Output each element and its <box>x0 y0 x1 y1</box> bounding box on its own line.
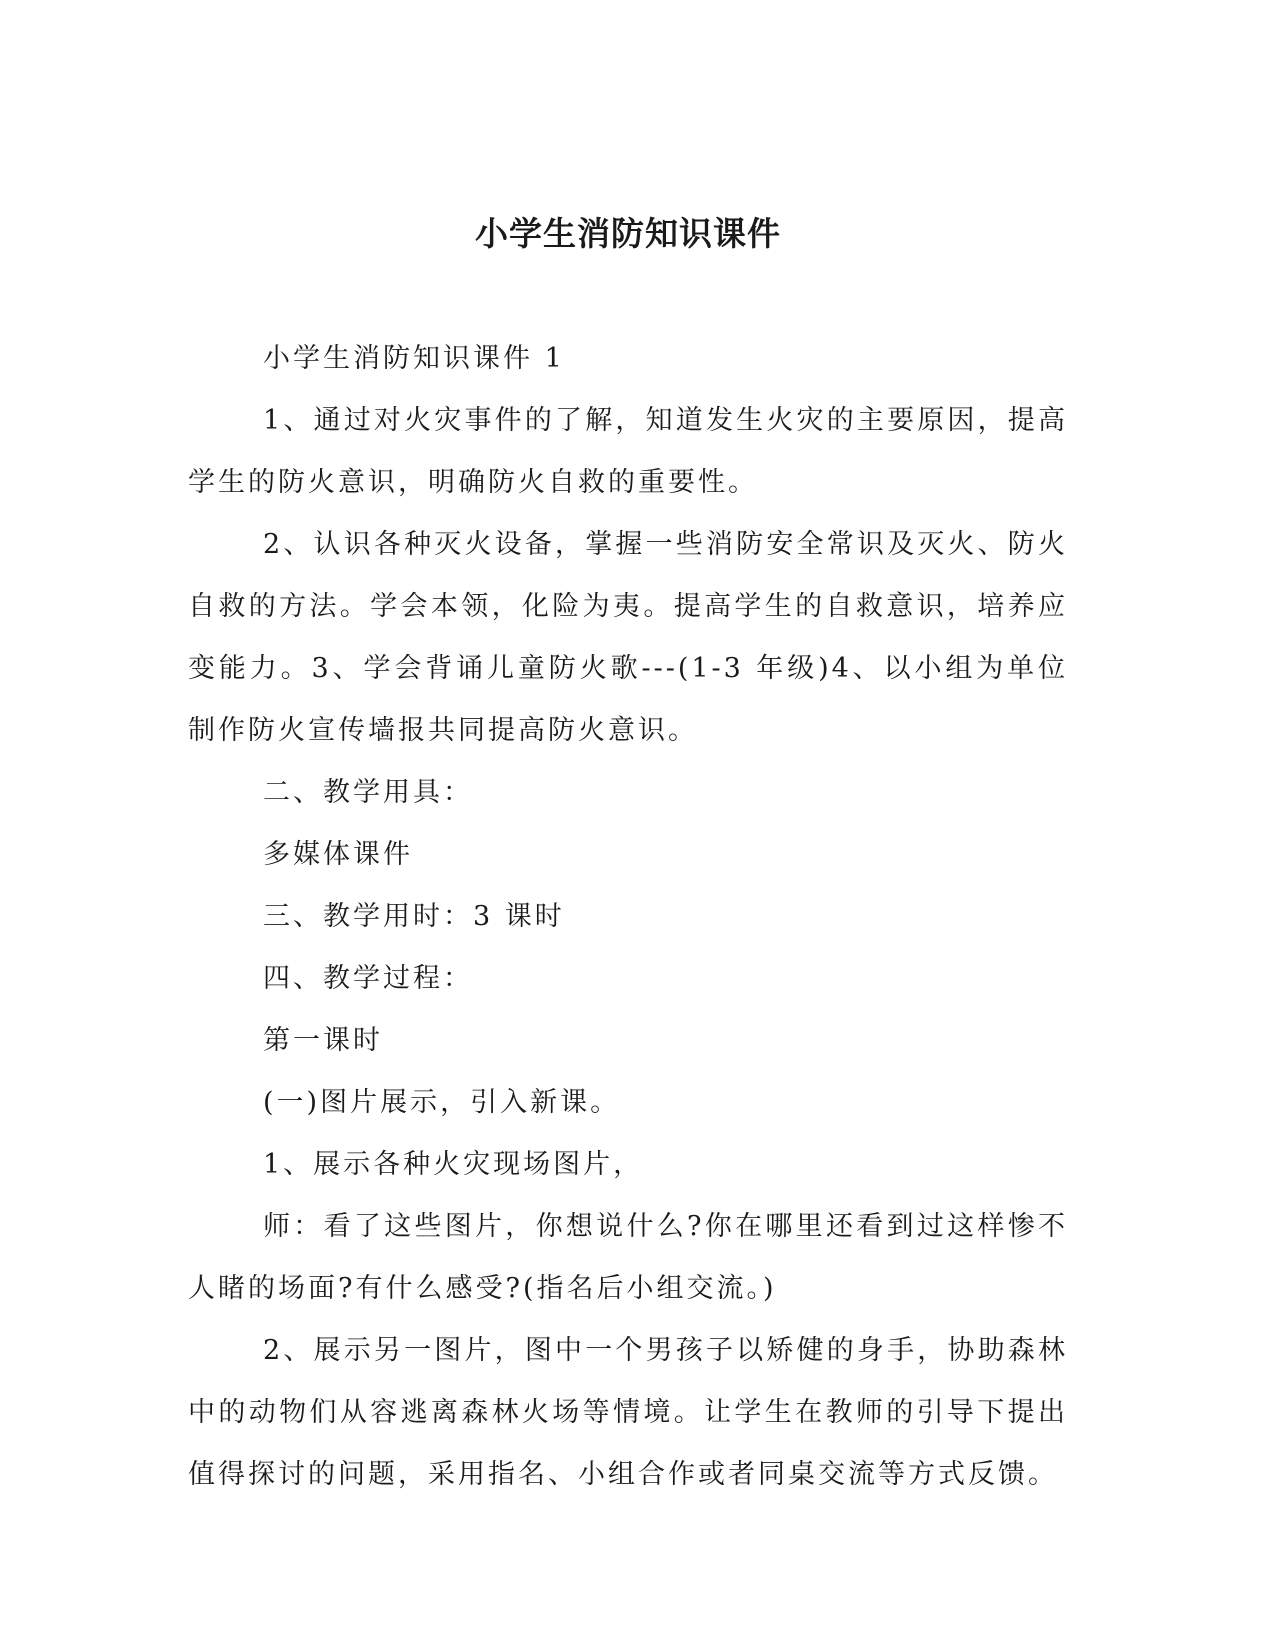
paragraph-subtitle: 小学生消防知识课件 1 <box>263 343 565 374</box>
document-page <box>188 0 1068 1650</box>
document-title: 小学生消防知识课件 <box>475 214 781 253</box>
paragraph-teaching-tools: 多媒体课件 <box>263 839 413 870</box>
paragraph-goal-1: 1、通过对火灾事件的了解，知道发生火灾的主要原因，提高学生的防火意识，明确防火自救的重要性。 <box>188 405 1068 498</box>
paragraph-step-1: 1、展示各种火灾现场图片， <box>263 1149 644 1180</box>
paragraph-teaching-time: 三、教学用时：3 课时 <box>263 901 565 932</box>
paragraph-goal-2: 2、认识各种灭火设备，掌握一些消防安全常识及灭火、防火自救的方法。学会本领，化险为夷。提高学生的自救意识，培养应变能力。3、学会背诵儿童防火歌---(1-3 年级)4、以小组为单位制作防火宣传墙报共同提高防火意识。 <box>188 529 1068 746</box>
paragraph-first-lesson: 第一课时 <box>263 1025 383 1056</box>
paragraph-teaching-tools-heading: 二、教学用具： <box>263 777 473 808</box>
document-body <box>188 328 1068 1506</box>
paragraph-teacher-question: 师：看了这些图片，你想说什么?你在哪里还看到过这样惨不人睹的场面?有什么感受?(指名后小组交流。) <box>188 1211 1068 1304</box>
paragraph-section-one: (一)图片展示，引入新课。 <box>263 1087 621 1118</box>
paragraph-step-2: 2、展示另一图片，图中一个男孩子以矫健的身手，协助森林中的动物们从容逃离森林火场等情境。让学生在教师的引导下提出值得探讨的问题，采用指名、小组合作或者同桌交流等方式反馈。 <box>188 1335 1068 1490</box>
paragraph-teaching-process-heading: 四、教学过程： <box>263 963 473 994</box>
